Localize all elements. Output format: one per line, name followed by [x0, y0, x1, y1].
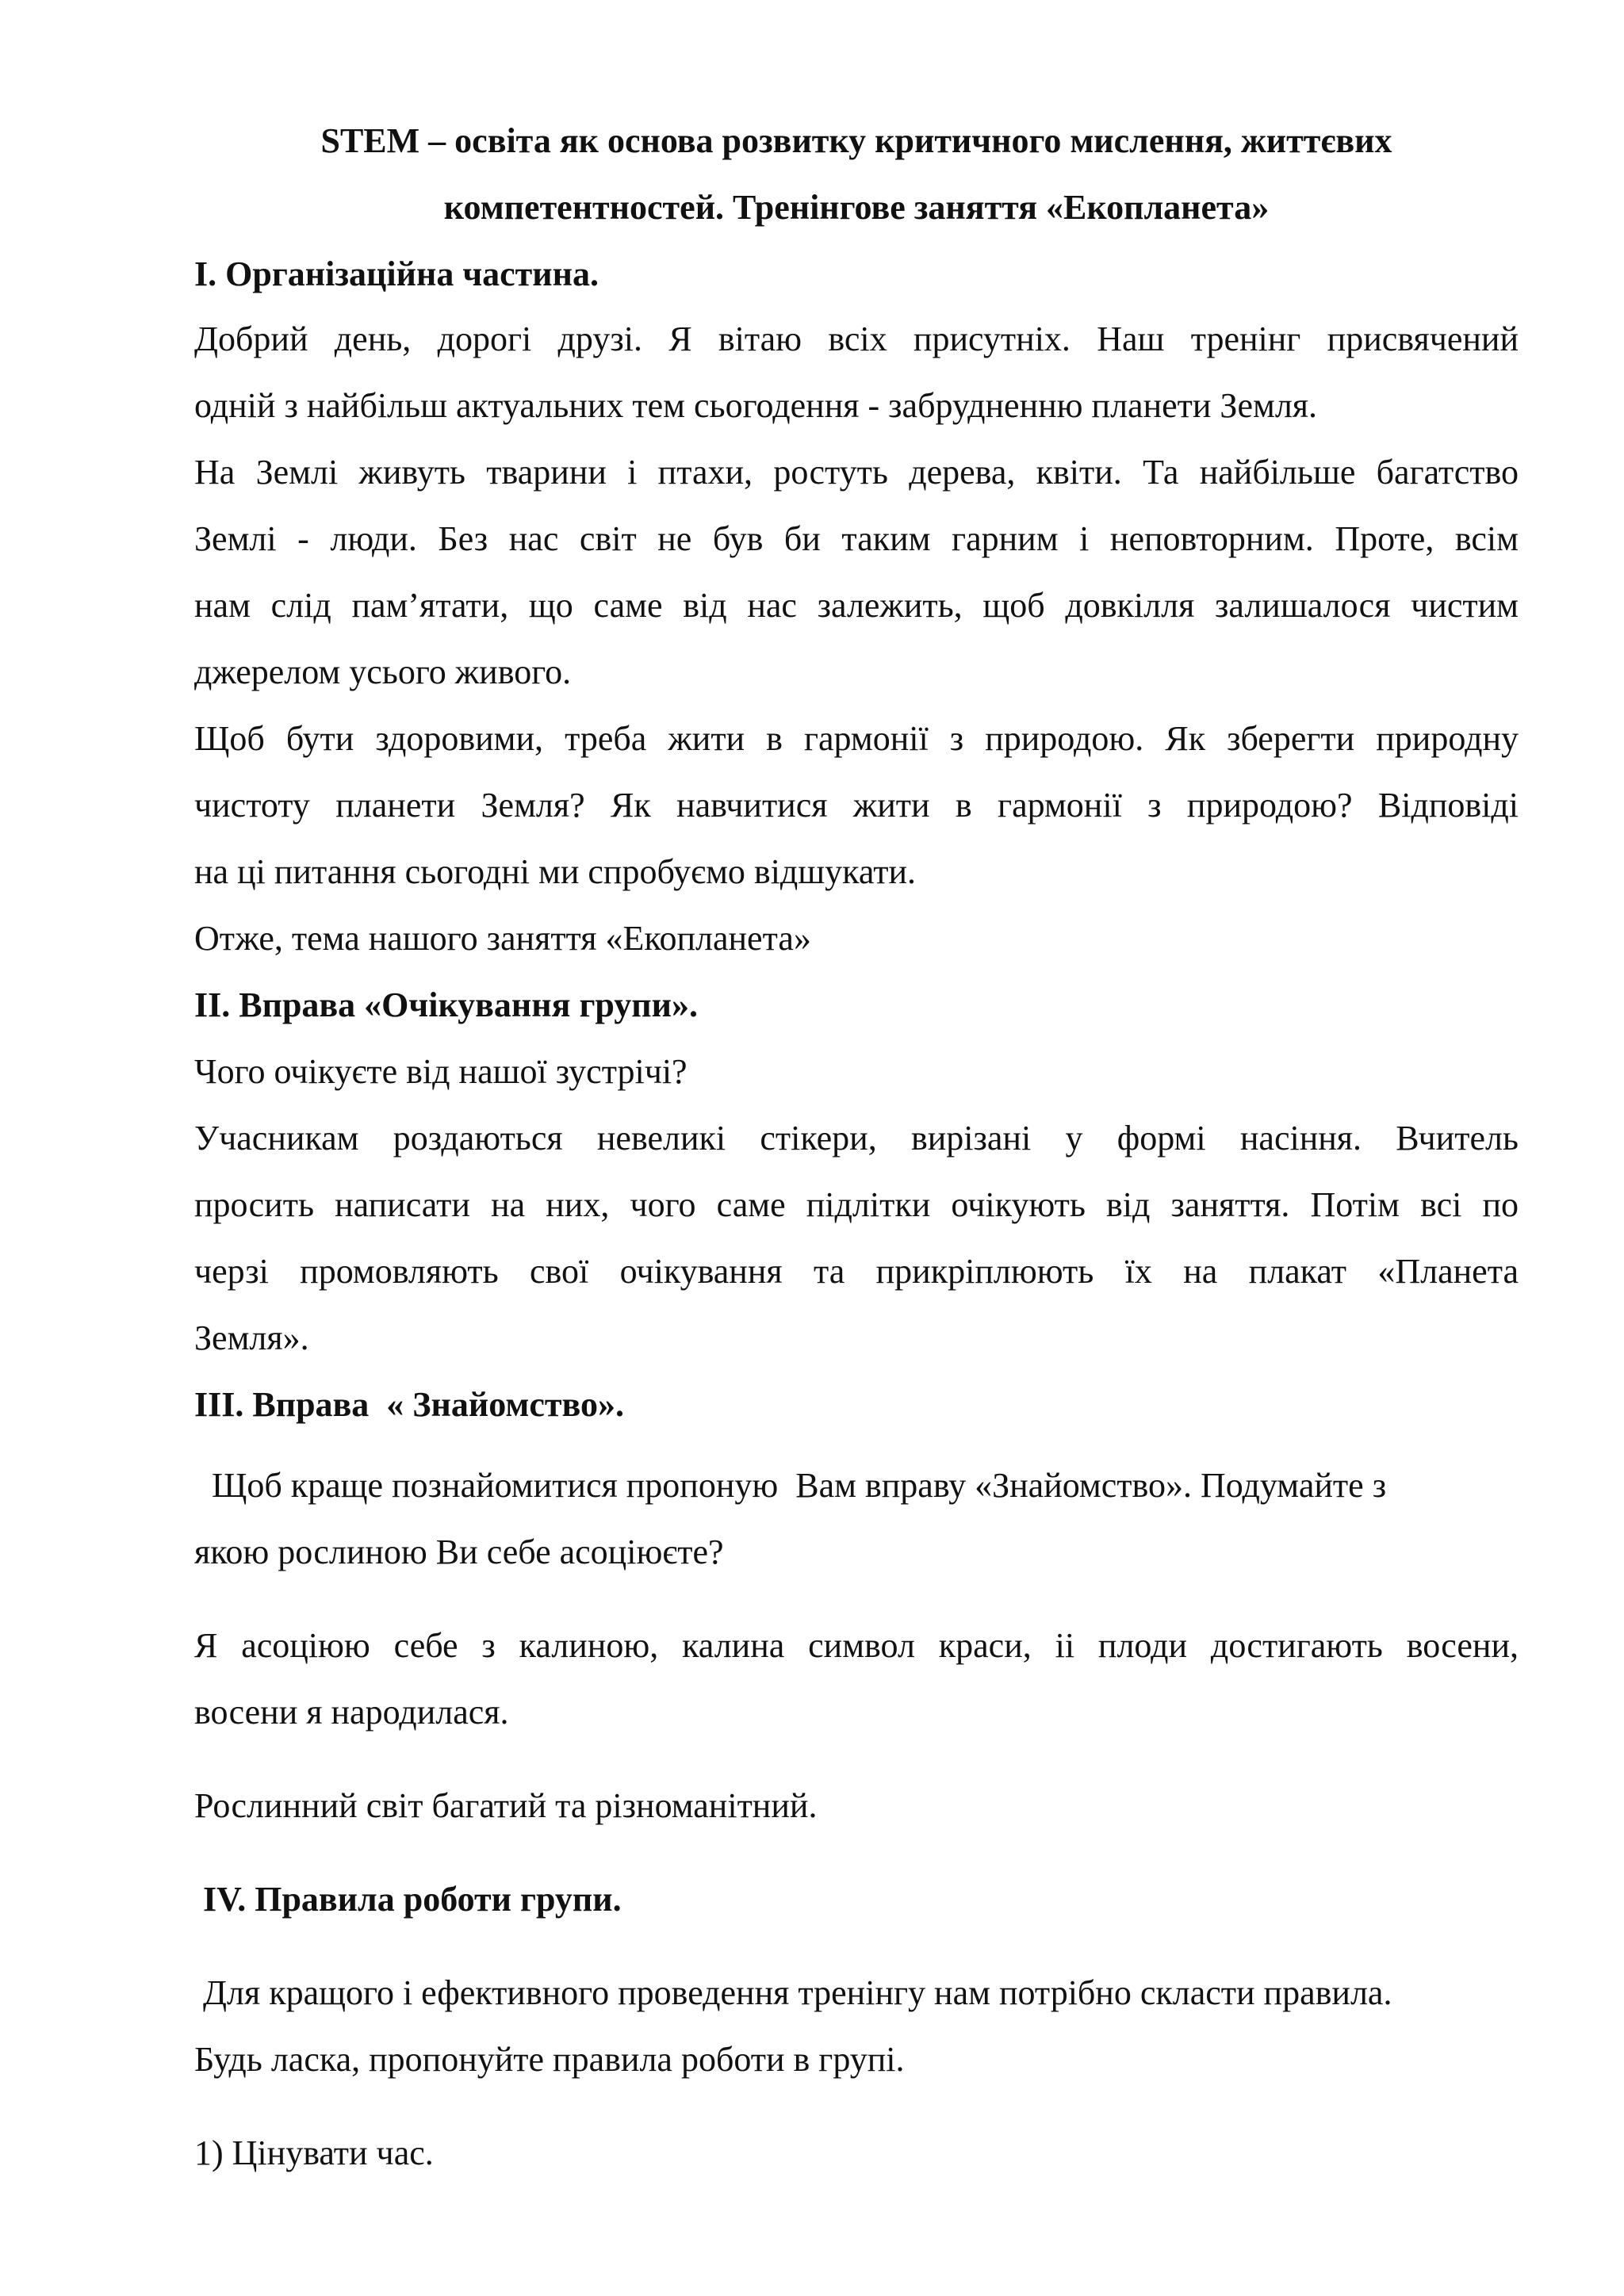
paragraph-line: просить написати на них, чого саме підлітки очікують від заняття. Потім всі по: [194, 1185, 1519, 1224]
section-heading-1: I. Організаційна частина.: [194, 254, 599, 293]
paragraph-line: нам слід пам’ятати, що саме від нас залежить, щоб довкілля залишалося чистим: [194, 586, 1519, 625]
paragraph-line: Я асоціюю себе з калиною, калина символ краси, іі плоди достигають восени,: [194, 1626, 1519, 1665]
paragraph-line: Землі - люди. Без нас світ не був би таким гарним і неповторним. Проте, всім: [194, 519, 1519, 558]
paragraph-line: черзі промовляють свої очікування та прикріплюють їх на плакат «Планета: [194, 1252, 1519, 1291]
paragraph-line: чистоту планети Земля? Як навчитися жити в гармонії з природою? Відповіді: [194, 786, 1519, 825]
paragraph-line: Будь ласка, пропонуйте правила роботи в групі.: [194, 2040, 905, 2079]
paragraph-line: джерелом усього живого.: [194, 652, 572, 691]
document-title-line-1: STEM – освіта як основа розвитку критичного мислення, життєвих: [320, 121, 1392, 160]
paragraph-line: Рослинний світ багатий та різноманітний.: [194, 1786, 818, 1825]
paragraph-line: Чого очікуєте від нашої зустрічі?: [194, 1052, 688, 1091]
list-item: 1) Цінувати час.: [194, 2133, 434, 2172]
paragraph-line: Земля».: [194, 1318, 309, 1357]
section-heading-2: II. Вправа «Очікування групи».: [194, 985, 699, 1024]
paragraph-line: на ці питання сьогодні ми спробуємо відшукати.: [194, 852, 917, 891]
paragraph-line: Щоб краще познайомитися пропоную Вам вправу «Знайомство». Подумайте з: [194, 1466, 1387, 1505]
paragraph-line: Добрий день, дорогі друзі. Я вітаю всіх присутніх. Наш тренінг присвячений: [194, 320, 1519, 358]
paragraph-line: На Землі живуть тварини і птахи, ростуть дерева, квіти. Та найбільше багатство: [194, 453, 1519, 492]
paragraph-line: якою рослиною Ви себе асоціюєте?: [194, 1533, 724, 1571]
paragraph-line: Отже, тема нашого заняття «Екопланета»: [194, 919, 811, 958]
paragraph-line: Для кращого і ефективного проведення тренінгу нам потрібно скласти правила.: [194, 1973, 1392, 2012]
paragraph-line: восени я народилася.: [194, 1693, 509, 1732]
paragraph-line: Щоб бути здоровими, треба жити в гармонії з природою. Як зберегти природну: [194, 719, 1519, 758]
paragraph-line: одній з найбільш актуальних тем сьогодення - забрудненню планети Земля.: [194, 386, 1318, 425]
paragraph-line: Учасникам роздаються невеликі стікери, вирізані у формі насіння. Вчитель: [194, 1119, 1519, 1158]
section-heading-4: IV. Правила роботи групи.: [194, 1880, 622, 1919]
document-title-line-2: компетентностей. Тренінгове заняття «Екопланета»: [443, 188, 1270, 227]
section-heading-3: III. Вправа « Знайомство».: [194, 1385, 624, 1424]
